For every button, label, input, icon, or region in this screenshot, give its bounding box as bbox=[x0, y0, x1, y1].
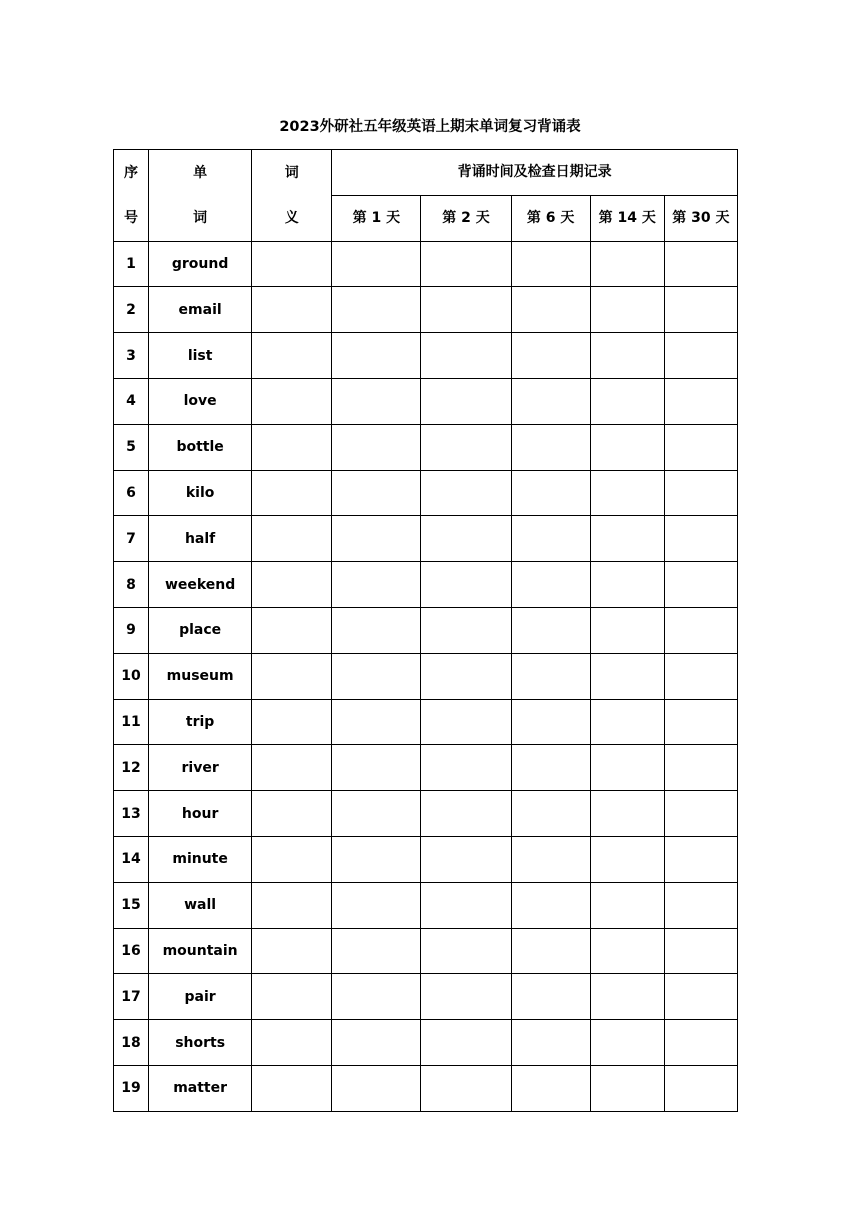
table-row bbox=[114, 470, 738, 516]
row-meaning-cell bbox=[252, 562, 332, 608]
row-day-2-cell bbox=[421, 1065, 511, 1111]
row-day-30-cell bbox=[664, 287, 737, 333]
header-meaning-bottom: 义 bbox=[252, 195, 332, 241]
row-day-30-cell bbox=[664, 378, 737, 424]
row-day-14-cell bbox=[590, 791, 664, 837]
table-row bbox=[114, 562, 738, 608]
row-day-30-cell bbox=[664, 882, 737, 928]
row-day-14-cell bbox=[590, 653, 664, 699]
row-day-30-cell bbox=[664, 470, 737, 516]
row-day-1-cell bbox=[332, 745, 421, 791]
row-number: 16 bbox=[114, 928, 149, 974]
table-row bbox=[114, 745, 738, 791]
row-day-6-cell bbox=[511, 791, 590, 837]
row-day-2-cell bbox=[421, 424, 511, 470]
row-day-14-cell bbox=[590, 1020, 664, 1066]
row-day-30-cell bbox=[664, 974, 737, 1020]
header-day-6: 第 6 天 bbox=[511, 195, 590, 241]
table-row bbox=[114, 378, 738, 424]
row-number: 9 bbox=[114, 607, 149, 653]
row-day-2-cell bbox=[421, 882, 511, 928]
row-number: 15 bbox=[114, 882, 149, 928]
header-day-1: 第 1 天 bbox=[332, 195, 421, 241]
row-number: 2 bbox=[114, 287, 149, 333]
row-day-6-cell bbox=[511, 699, 590, 745]
row-day-1-cell bbox=[332, 882, 421, 928]
row-day-2-cell bbox=[421, 287, 511, 333]
row-day-2-cell bbox=[421, 516, 511, 562]
row-day-6-cell bbox=[511, 745, 590, 791]
row-meaning-cell bbox=[252, 470, 332, 516]
table-row bbox=[114, 928, 738, 974]
row-day-1-cell bbox=[332, 1020, 421, 1066]
row-number: 11 bbox=[114, 699, 149, 745]
header-word-top: 单 bbox=[149, 150, 252, 196]
table-row bbox=[114, 653, 738, 699]
row-day-14-cell bbox=[590, 562, 664, 608]
row-meaning-cell bbox=[252, 1065, 332, 1111]
row-day-2-cell bbox=[421, 562, 511, 608]
row-meaning-cell bbox=[252, 836, 332, 882]
table-row bbox=[114, 1065, 738, 1111]
header-day-2: 第 2 天 bbox=[421, 195, 511, 241]
row-day-1-cell bbox=[332, 516, 421, 562]
table-body bbox=[114, 150, 738, 1112]
row-meaning-cell bbox=[252, 333, 332, 379]
row-word: ground bbox=[149, 241, 252, 287]
row-day-6-cell bbox=[511, 241, 590, 287]
row-day-1-cell bbox=[332, 424, 421, 470]
row-day-1-cell bbox=[332, 928, 421, 974]
row-day-14-cell bbox=[590, 1065, 664, 1111]
row-day-14-cell bbox=[590, 287, 664, 333]
row-day-2-cell bbox=[421, 333, 511, 379]
row-day-6-cell bbox=[511, 882, 590, 928]
row-word: place bbox=[149, 607, 252, 653]
row-day-30-cell bbox=[664, 516, 737, 562]
row-day-6-cell bbox=[511, 836, 590, 882]
table-row bbox=[114, 882, 738, 928]
page-title: 2023外研社五年级英语上期末单词复习背诵表 bbox=[279, 119, 581, 135]
row-day-2-cell bbox=[421, 241, 511, 287]
row-meaning-cell bbox=[252, 287, 332, 333]
row-day-6-cell bbox=[511, 287, 590, 333]
row-word: river bbox=[149, 745, 252, 791]
row-day-6-cell bbox=[511, 974, 590, 1020]
row-day-14-cell bbox=[590, 974, 664, 1020]
row-day-14-cell bbox=[590, 424, 664, 470]
row-meaning-cell bbox=[252, 745, 332, 791]
row-day-14-cell bbox=[590, 607, 664, 653]
row-number: 12 bbox=[114, 745, 149, 791]
row-day-2-cell bbox=[421, 607, 511, 653]
header-row-bottom bbox=[114, 195, 738, 241]
row-day-30-cell bbox=[664, 699, 737, 745]
row-word: mountain bbox=[149, 928, 252, 974]
row-day-30-cell bbox=[664, 241, 737, 287]
row-meaning-cell bbox=[252, 928, 332, 974]
row-day-1-cell bbox=[332, 241, 421, 287]
row-word: museum bbox=[149, 653, 252, 699]
header-meaning-top: 词 bbox=[252, 150, 332, 196]
row-day-6-cell bbox=[511, 928, 590, 974]
row-word: half bbox=[149, 516, 252, 562]
row-number: 18 bbox=[114, 1020, 149, 1066]
row-number: 7 bbox=[114, 516, 149, 562]
table-row bbox=[114, 287, 738, 333]
row-number: 5 bbox=[114, 424, 149, 470]
row-word: pair bbox=[149, 974, 252, 1020]
row-day-30-cell bbox=[664, 1065, 737, 1111]
row-day-30-cell bbox=[664, 653, 737, 699]
row-day-6-cell bbox=[511, 378, 590, 424]
row-day-30-cell bbox=[664, 928, 737, 974]
row-number: 19 bbox=[114, 1065, 149, 1111]
row-day-30-cell bbox=[664, 1020, 737, 1066]
row-meaning-cell bbox=[252, 974, 332, 1020]
row-number: 13 bbox=[114, 791, 149, 837]
row-day-6-cell bbox=[511, 607, 590, 653]
row-day-1-cell bbox=[332, 836, 421, 882]
row-day-2-cell bbox=[421, 470, 511, 516]
row-meaning-cell bbox=[252, 653, 332, 699]
row-day-6-cell bbox=[511, 424, 590, 470]
table-row bbox=[114, 241, 738, 287]
row-day-2-cell bbox=[421, 378, 511, 424]
table-row bbox=[114, 607, 738, 653]
row-number: 17 bbox=[114, 974, 149, 1020]
row-day-30-cell bbox=[664, 333, 737, 379]
row-day-30-cell bbox=[664, 791, 737, 837]
row-word: love bbox=[149, 378, 252, 424]
table-row bbox=[114, 1020, 738, 1066]
table-row bbox=[114, 699, 738, 745]
table-row bbox=[114, 333, 738, 379]
row-number: 6 bbox=[114, 470, 149, 516]
row-number: 14 bbox=[114, 836, 149, 882]
row-meaning-cell bbox=[252, 882, 332, 928]
row-word: list bbox=[149, 333, 252, 379]
header-num-top: 序 bbox=[114, 150, 149, 196]
row-word: email bbox=[149, 287, 252, 333]
row-meaning-cell bbox=[252, 791, 332, 837]
row-day-14-cell bbox=[590, 699, 664, 745]
row-day-1-cell bbox=[332, 607, 421, 653]
row-day-2-cell bbox=[421, 699, 511, 745]
row-day-30-cell bbox=[664, 836, 737, 882]
row-meaning-cell bbox=[252, 607, 332, 653]
row-word: weekend bbox=[149, 562, 252, 608]
table-row bbox=[114, 516, 738, 562]
row-word: kilo bbox=[149, 470, 252, 516]
header-word-bottom: 词 bbox=[149, 195, 252, 241]
row-number: 3 bbox=[114, 333, 149, 379]
row-word: wall bbox=[149, 882, 252, 928]
row-day-6-cell bbox=[511, 653, 590, 699]
row-day-14-cell bbox=[590, 745, 664, 791]
table-row bbox=[114, 424, 738, 470]
row-meaning-cell bbox=[252, 424, 332, 470]
row-day-30-cell bbox=[664, 562, 737, 608]
row-day-6-cell bbox=[511, 562, 590, 608]
row-day-14-cell bbox=[590, 516, 664, 562]
row-word: hour bbox=[149, 791, 252, 837]
row-day-2-cell bbox=[421, 836, 511, 882]
row-day-14-cell bbox=[590, 928, 664, 974]
row-word: minute bbox=[149, 836, 252, 882]
row-word: matter bbox=[149, 1065, 252, 1111]
row-day-30-cell bbox=[664, 607, 737, 653]
row-day-14-cell bbox=[590, 241, 664, 287]
row-day-14-cell bbox=[590, 836, 664, 882]
row-number: 1 bbox=[114, 241, 149, 287]
row-day-2-cell bbox=[421, 745, 511, 791]
row-day-1-cell bbox=[332, 791, 421, 837]
table-row bbox=[114, 791, 738, 837]
row-day-1-cell bbox=[332, 287, 421, 333]
row-day-14-cell bbox=[590, 333, 664, 379]
row-number: 10 bbox=[114, 653, 149, 699]
row-word: trip bbox=[149, 699, 252, 745]
row-number: 4 bbox=[114, 378, 149, 424]
row-word: bottle bbox=[149, 424, 252, 470]
row-day-14-cell bbox=[590, 378, 664, 424]
row-meaning-cell bbox=[252, 241, 332, 287]
header-num-bottom: 号 bbox=[114, 195, 149, 241]
row-day-6-cell bbox=[511, 516, 590, 562]
row-meaning-cell bbox=[252, 699, 332, 745]
vocabulary-table bbox=[113, 149, 738, 1112]
row-day-2-cell bbox=[421, 653, 511, 699]
row-day-6-cell bbox=[511, 1065, 590, 1111]
row-day-1-cell bbox=[332, 470, 421, 516]
row-day-14-cell bbox=[590, 470, 664, 516]
row-word: shorts bbox=[149, 1020, 252, 1066]
row-day-14-cell bbox=[590, 882, 664, 928]
row-day-1-cell bbox=[332, 378, 421, 424]
table-row bbox=[114, 974, 738, 1020]
header-day-14: 第 14 天 bbox=[590, 195, 664, 241]
row-day-2-cell bbox=[421, 1020, 511, 1066]
row-day-30-cell bbox=[664, 745, 737, 791]
row-day-1-cell bbox=[332, 333, 421, 379]
row-day-6-cell bbox=[511, 470, 590, 516]
header-day-30: 第 30 天 bbox=[664, 195, 737, 241]
row-day-2-cell bbox=[421, 928, 511, 974]
row-day-2-cell bbox=[421, 791, 511, 837]
row-day-30-cell bbox=[664, 424, 737, 470]
header-row-top bbox=[114, 150, 738, 196]
row-day-6-cell bbox=[511, 1020, 590, 1066]
row-day-1-cell bbox=[332, 974, 421, 1020]
row-day-2-cell bbox=[421, 974, 511, 1020]
row-meaning-cell bbox=[252, 1020, 332, 1066]
row-number: 8 bbox=[114, 562, 149, 608]
row-day-1-cell bbox=[332, 562, 421, 608]
row-meaning-cell bbox=[252, 378, 332, 424]
header-record-label: 背诵时间及检查日期记录 bbox=[332, 150, 738, 196]
row-day-1-cell bbox=[332, 1065, 421, 1111]
table-row bbox=[114, 836, 738, 882]
row-day-1-cell bbox=[332, 699, 421, 745]
row-day-1-cell bbox=[332, 653, 421, 699]
row-day-6-cell bbox=[511, 333, 590, 379]
row-meaning-cell bbox=[252, 516, 332, 562]
